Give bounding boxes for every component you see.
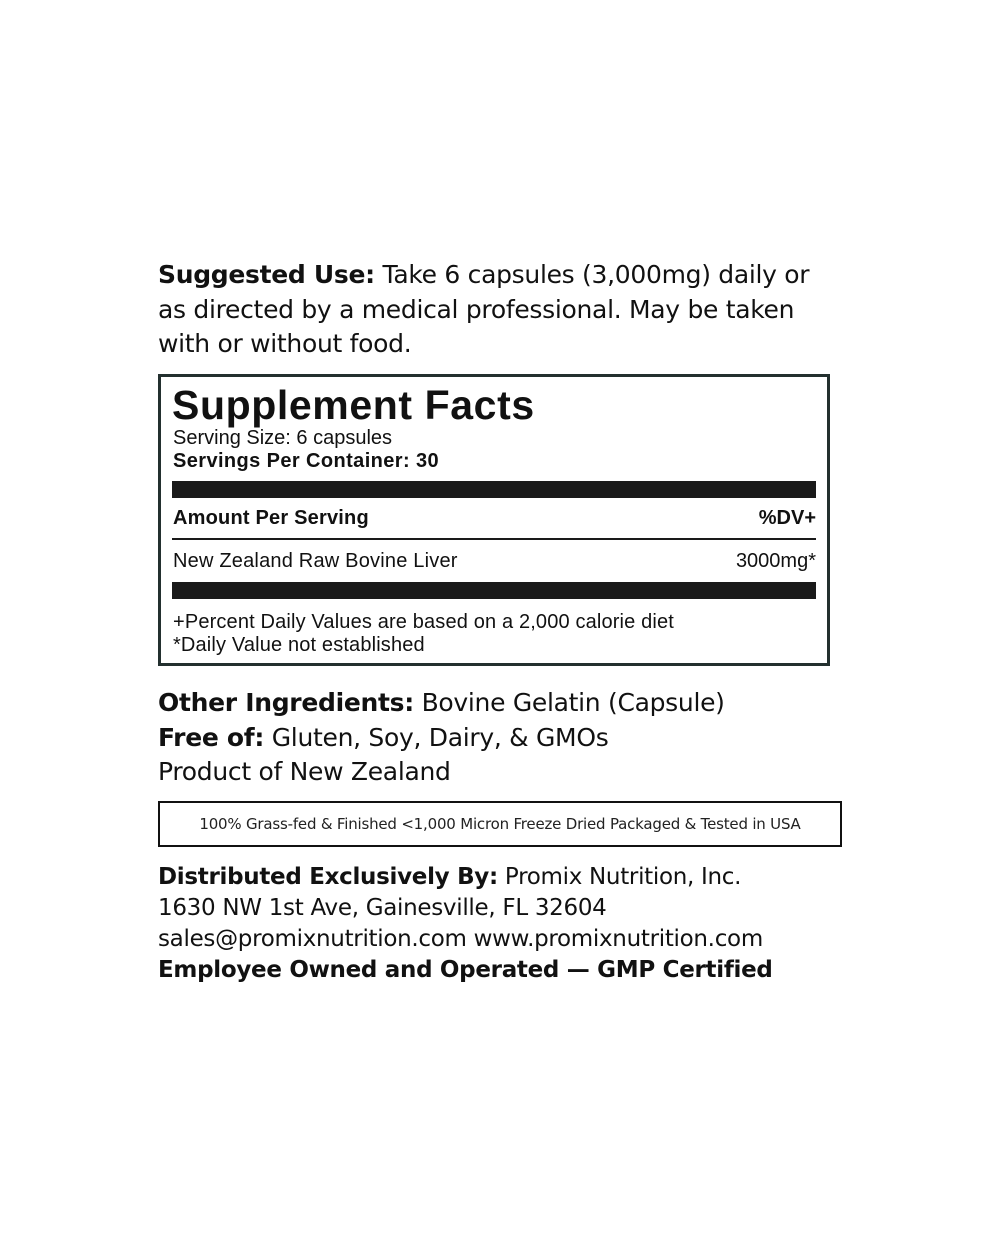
distributor-section: [158, 862, 848, 986]
free-of-line: [158, 721, 848, 756]
tagline-text: Employee Owned and Operated — GMP Certified: [158, 957, 773, 983]
suggested-use-paragraph: [158, 258, 838, 362]
daily-value-header: %DV+: [758, 507, 816, 529]
amount-per-serving-header: Amount Per Serving: [173, 507, 369, 529]
other-ingredients-line: [158, 686, 848, 721]
suggested-use-label: Suggested Use:: [158, 260, 375, 289]
servings-per-container: Servings Per Container: 30: [173, 450, 440, 472]
facts-divider-rule: [172, 538, 816, 540]
footnote-percent-dv: +Percent Daily Values are based on a 2,000 calorie diet: [173, 611, 674, 633]
free-of-text: Gluten, Soy, Dairy, & GMOs: [264, 722, 609, 752]
distributor-label: Distributed Exclusively By:: [158, 864, 498, 890]
distributor-address: 1630 NW 1st Ave, Gainesville, FL 32604: [158, 895, 607, 921]
other-ingredients-text: Bovine Gelatin (Capsule): [413, 688, 725, 717]
claims-banner: [158, 801, 842, 847]
ingredients-section: [158, 686, 848, 790]
distributor-contact: sales@promixnutrition.com www.promixnutrition.com: [158, 926, 763, 952]
ingredient-name: New Zealand Raw Bovine Liver: [173, 550, 458, 572]
serving-size: Serving Size: 6 capsules: [173, 427, 393, 449]
product-origin: Product of New Zealand: [158, 757, 451, 786]
distributor-tagline: [158, 955, 848, 986]
ingredient-amount: 3000mg*: [735, 550, 816, 572]
distributor-line: [158, 862, 848, 893]
facts-divider-bar: [172, 582, 816, 599]
suggested-use-text: Take 6 capsules (3,000mg) daily or as directed by a medical professional. May be taken with or without food.: [158, 260, 810, 358]
distributor-name: Promix Nutrition, Inc.: [497, 864, 742, 890]
facts-divider-bar: [172, 481, 816, 498]
footnote-dv-not-established: *Daily Value not established: [173, 634, 425, 656]
product-label: [158, 258, 848, 983]
free-of-label: Free of:: [158, 722, 265, 752]
supplement-facts-title: Supplement Facts: [172, 382, 535, 428]
supplement-facts-panel: [158, 374, 830, 666]
claims-banner-text: 100% Grass-fed & Finished <1,000 Micron Freeze Dried Packaged & Tested in USA: [199, 815, 801, 833]
other-ingredients-label: Other Ingredients:: [158, 688, 414, 717]
